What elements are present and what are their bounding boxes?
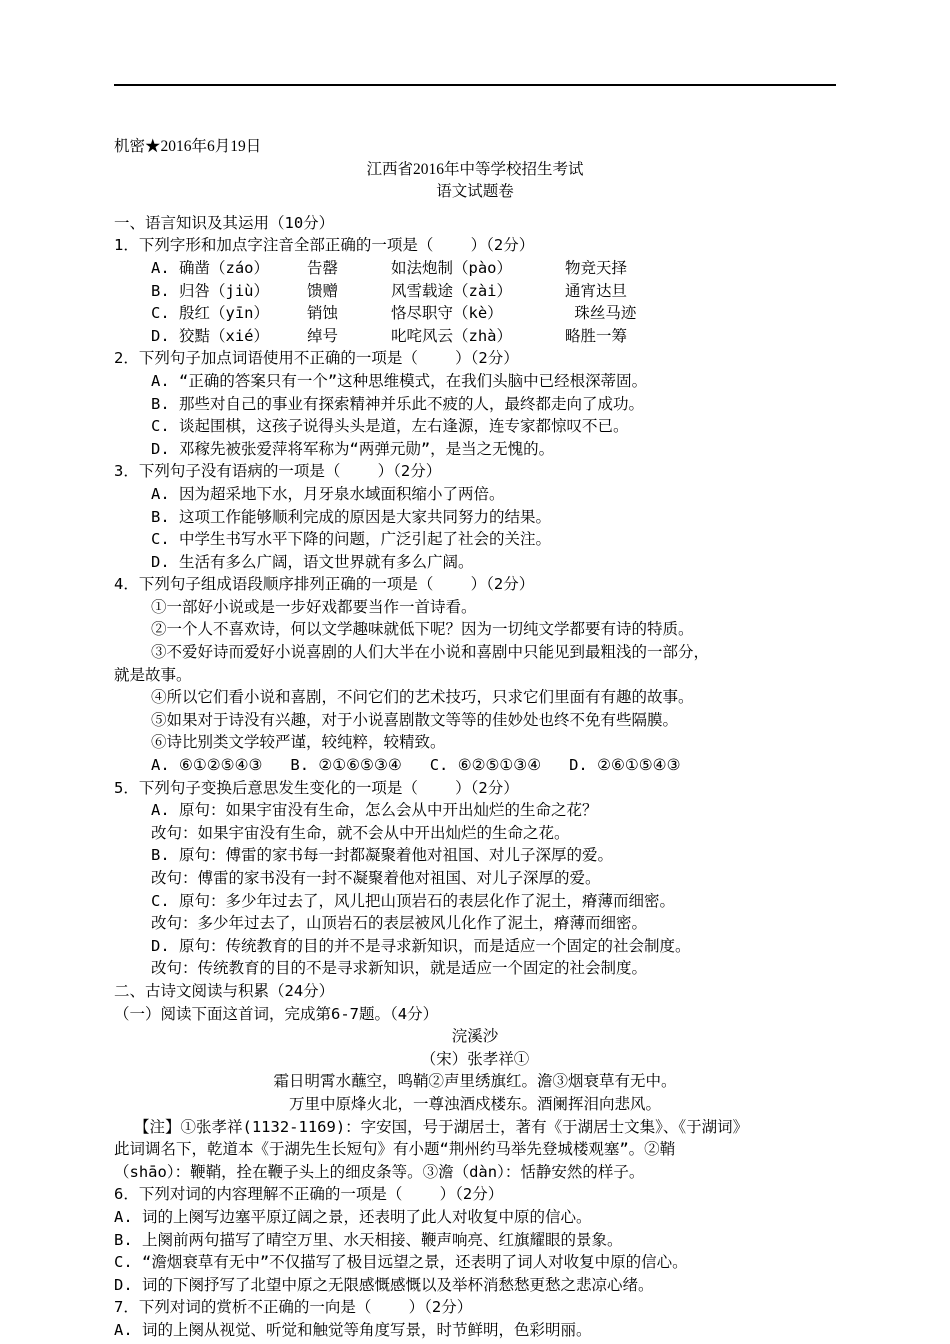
q1-a-col1: A. 确凿（záo） xyxy=(151,258,269,277)
q6-stem: 6．下列对词的内容理解不正确的一项是（ ）（2分） xyxy=(114,1185,504,1204)
q5-line: A. 原句：如果宇宙没有生命，怎么会从中开出灿烂的生命之花？ xyxy=(151,801,598,820)
q4-sentence-6: ⑥诗比别类文学较严谨，较纯粹，较精致。 xyxy=(151,733,446,752)
q6-option-b: B. 上阕前两句描写了晴空万里、水天相接、鞭声响亮、红旗耀眼的景象。 xyxy=(114,1230,623,1249)
q1-a-col3: 如法炮制（pào） xyxy=(391,258,512,277)
q2-option-c: C. 谈起围棋，这孩子说得头头是道，左右逢源，连专家都惊叹不已。 xyxy=(151,417,629,436)
section1-heading: 一、语言知识及其运用（10分） xyxy=(114,213,335,232)
poem-title: 浣溪沙 xyxy=(451,1027,499,1046)
exam-page xyxy=(114,136,836,1341)
q5-line: 改句：多少年过去了，山顶岩石的表层被风儿化作了泥土，瘠薄而细密。 xyxy=(151,914,648,933)
q1-b-col2: 馈赠 xyxy=(307,281,339,300)
q4-sentence-4: ④所以它们看小说和喜剧，不问它们的艺术技巧，只求它们里面有有趣的故事。 xyxy=(151,688,694,707)
q7-stem: 7．下列对词的赏析不正确的一向是（ ）（2分） xyxy=(114,1298,473,1317)
q6-option-c: C. “澹烟衰草有无中”不仅描写了极目远望之景，还表明了词人对收复中原的信心。 xyxy=(114,1253,688,1272)
q5-line: 改句：傅雷的家书没有一封不凝聚着他对祖国、对儿子深厚的爱。 xyxy=(151,869,601,887)
q4-sentence-1: ①一部好小说或是一步好戏都要当作一首诗看。 xyxy=(151,597,477,616)
poem-author: （宋）张孝祥① xyxy=(420,1049,530,1068)
q3-option-b: B. 这项工作能够顺利完成的原因是大家共同努力的结果。 xyxy=(151,507,551,526)
q2-option-a: A. “正确的答案只有一个”这种思维模式，在我们头脑中已经根深蒂固。 xyxy=(151,371,648,390)
q5-stem: 5．下列句子变换后意思发生变化的一项是（ ）（2分） xyxy=(114,778,519,797)
section2-heading: 二、古诗文阅读与积累（24分） xyxy=(114,981,335,1000)
q1-b-col1: B. 归咎（jiù） xyxy=(151,281,269,300)
q3-option-c: C. 中学生书写水平下降的问题，广泛引起了社会的关注。 xyxy=(151,530,551,549)
q1-c-col3: 恪尽职守（kè） xyxy=(391,304,503,323)
poem-note-3: （shāo）：鞭鞘，拴在鞭子头上的细皮条等。③澹（dàn）：恬静安然的样子。 xyxy=(114,1162,645,1181)
q1-a-col4: 物竞天择 xyxy=(565,258,628,277)
q5-line: B. 原句：傅雷的家书每一封都凝聚着他对祖国、对儿子深厚的爱。 xyxy=(151,846,613,865)
q1-c-col2: 销蚀 xyxy=(307,304,339,323)
q1-option-b xyxy=(114,280,836,303)
q3-stem: 3．下列句子没有语病的一项是（ ）（2分） xyxy=(114,462,442,481)
header-rule xyxy=(114,84,836,86)
exam-subtitle: 语文试题卷 xyxy=(436,183,514,201)
q5-line: C. 原句：多少年过去了，风儿把山顶岩石的表层化作了泥土，瘠薄而细密。 xyxy=(151,891,675,910)
q3-option-a: A. 因为超采地下水，月牙泉水域面积缩小了两倍。 xyxy=(151,484,505,503)
q4-stem: 4．下列句子组成语段顺序排列正确的一项是（ ）（2分） xyxy=(114,575,535,594)
q1-b-col3: 风雪载途（zài） xyxy=(391,281,512,300)
q3-option-d: D. 生活有多么广阔，语文世界就有多么广阔。 xyxy=(151,552,474,571)
q1-option-c xyxy=(114,302,836,325)
section2-part1: （一）阅读下面这首词，完成第6-7题。（4分） xyxy=(114,1004,439,1023)
q1-b-col4: 通宵达旦 xyxy=(565,281,628,300)
q4-sentence-3: ③不爱好诗而爱好小说喜剧的人们大半在小说和喜剧中只能见到最粗浅的一部分， xyxy=(151,643,710,662)
q1-d-col3: 叱咤风云（zhà） xyxy=(391,326,512,345)
poem-note-2: 此词调名下，乾道本《于湖先生长短句》有小题“荆州约马举先登城楼观塞”。②鞘 xyxy=(114,1140,676,1159)
q5-line: 改句：如果宇宙没有生命，就不会从中开出灿烂的生命之花。 xyxy=(151,823,570,842)
q2-option-d: D. 邓稼先被张爱萍将军称为“两弹元勋”，是当之无愧的。 xyxy=(151,439,555,458)
q1-stem: 1．下列字形和加点字注音全部正确的一项是（ ）（2分） xyxy=(114,236,535,255)
q1-a-col2: 告罄 xyxy=(307,258,339,277)
exam-title: 江西省2016年中等学校招生考试 xyxy=(366,160,584,178)
q5-line: D. 原句：传统教育的目的并不是寻求新知识，而是适应一个固定的社会制度。 xyxy=(151,936,691,955)
q1-d-col4: 略胜一筹 xyxy=(565,326,628,345)
q4-choices: A. ⑥①②⑤④③ B. ②①⑥⑤③④ C. ⑥②⑤①③④ D. ②⑥①⑤④③ xyxy=(151,756,681,775)
q4-sentence-2: ②一个人不喜欢诗，何以文学趣味就低下呢？因为一切纯文学都要有诗的特质。 xyxy=(151,620,694,639)
q1-c-col4: 珠丝马迹 xyxy=(565,304,637,323)
poem-note-1: 【注】①张孝祥(1132-1169)：字安国，号于湖居士，著有《于湖居士文集》、《于湖词》 xyxy=(134,1117,749,1136)
q1-d-col1: D. 狡黠（xié） xyxy=(151,326,269,345)
secret-date: 机密★2016年6月19日 xyxy=(114,138,262,155)
q4-sentence-3-cont: 就是故事。 xyxy=(114,665,192,684)
q1-option-a xyxy=(114,257,836,280)
q1-c-col1: C. 殷红（yīn） xyxy=(151,304,269,323)
poem-line-1: 霜日明霄水蘸空，鸣鞘②声里绣旗红。澹③烟衰草有无中。 xyxy=(273,1072,677,1091)
poem-line-2: 万里中原烽火北，一尊浊酒戍楼东。酒阑挥泪向悲风。 xyxy=(288,1094,661,1113)
q1-option-d xyxy=(114,325,836,348)
q5-line: 改句：传统教育的目的不是寻求新知识，就是适应一个固定的社会制度。 xyxy=(151,959,648,978)
q7-option-a: A. 词的上阕从视觉、听觉和触觉等角度写景，时节鲜明，色彩明丽。 xyxy=(114,1320,592,1339)
q4-sentence-5: ⑤如果对于诗没有兴趣，对于小说喜剧散文等等的佳妙处也终不免有些隔膜。 xyxy=(151,710,679,729)
q2-stem: 2．下列句子加点词语使用不正确的一项是（ ）（2分） xyxy=(114,349,519,368)
q1-d-col2: 绰号 xyxy=(307,326,339,345)
q2-option-b: B. 那些对自己的事业有探索精神并乐此不疲的人，最终都走向了成功。 xyxy=(151,394,644,413)
q6-option-d: D. 词的下阕抒写了北望中原之无限感慨感慨以及举杯消愁愁更愁之悲凉心绪。 xyxy=(114,1275,654,1294)
q6-option-a: A. 词的上阕写边塞平原辽阔之景，还表明了此人对收复中原的信心。 xyxy=(114,1207,592,1226)
